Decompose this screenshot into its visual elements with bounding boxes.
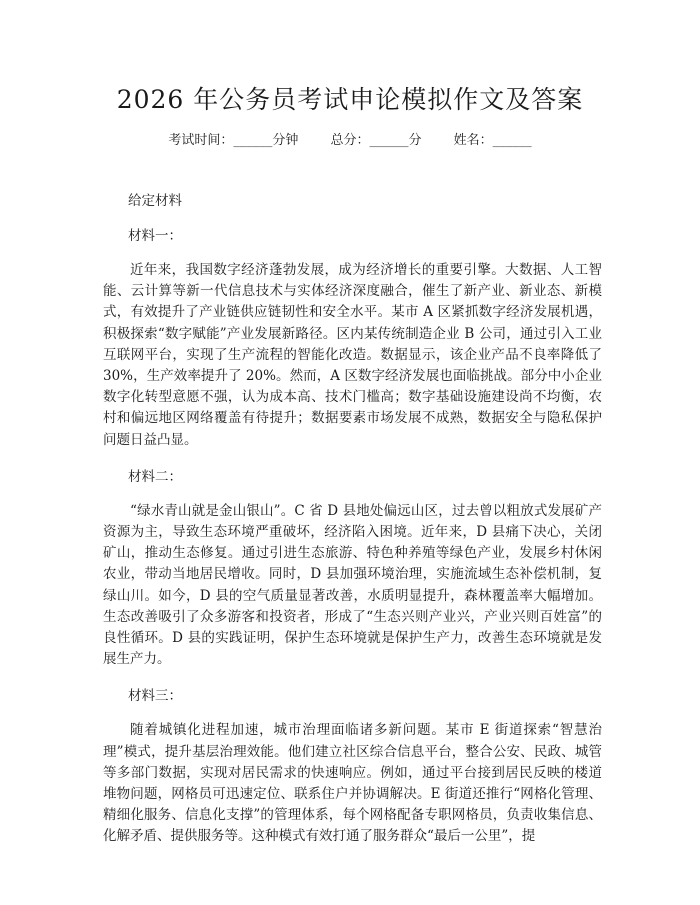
document-title: 2026 年公务员考试申论模拟作文及答案 bbox=[116, 85, 584, 114]
material-3-label: 材料三： bbox=[128, 688, 182, 705]
section-heading: 给定材料 bbox=[128, 193, 182, 209]
exam-time-field: 考试时间：______分钟 bbox=[168, 133, 299, 148]
exam-info-line bbox=[0, 131, 700, 151]
material-2-label: 材料二： bbox=[128, 468, 182, 485]
material-1-label: 材料一： bbox=[128, 228, 182, 244]
document-body bbox=[103, 191, 602, 864]
material-2-text: “绿水青山就是金山银山”。C 省 D 县地处偏远山区，过去曾以粗放式发展矿产资源为主，导致生态环境严重破坏，经济陷入困境。近年来，D 县痛下决心，关闭矿山，推动生态修复。通过引进生态旅游、特色种养殖等绿色产业，发展乡村休闲农业，带动当地居民增收。同时，D 县加强环境治理，实施流域生态补偿机制，复绿山川。如今，D 县的空气质量显著改善，水质明显提升，森林覆盖率大幅增加。生态改善吸引了众多游客和投资者，形成了“生态兴则产业兴，产业兴则百姓富”的良性循环。D 县的实践证明，保护生态环境就是保护生产力，改善生态环境就是发展生产力。 bbox=[103, 502, 602, 668]
material-3-text: 随着城镇化进程加速，城市治理面临诸多新问题。某市 E 街道探索“智慧治理”模式，提升基层治理效能。他们建立社区综合信息平台，整合公安、民政、城管等多部门数据，实现对居民需求的快速响应。例如，通过平台接到居民反映的楼道堆物问题，网格员可迅速定位、联系住户并协调解决。E 街道还推行“网格化管理、精细化服务、信息化支撑”的管理体系，每个网格配备专职网格员，负责收集信息、化解矛盾、提供服务等。这种模式有效打通了服务群众“最后一公里”，提 bbox=[103, 722, 602, 845]
material-1-text: 近年来，我国数字经济蓬勃发展，成为经济增长的重要引擎。大数据、人工智能、云计算等新一代信息技术与实体经济深度融合，催生了新产业、新业态、新模式，有效提升了产业链供应链韧性和安全水平。某市 A 区紧抓数字经济发展机遇，积极探索“数字赋能”产业发展新路径。区内某传统制造企业 B 公司，通过引入工业互联网平台，实现了生产流程的智能化改造。数据显示，该企业产品不良率降低了 30%，生产效率提升了 20%。然而，A 区数字经济发展也面临挑战。部分中小企业数字化转型意愿不强，认为成本高、技术门槛高；数字基础设施建设尚不均衡，农村和偏远地区网络覆盖有待提升；数据要素市场发展不成熟，数据安全与隐私保护问题日益凸显。 bbox=[103, 262, 602, 448]
total-score-field: 总分：______分 bbox=[330, 133, 422, 148]
name-field: 姓名：______ bbox=[453, 133, 532, 148]
